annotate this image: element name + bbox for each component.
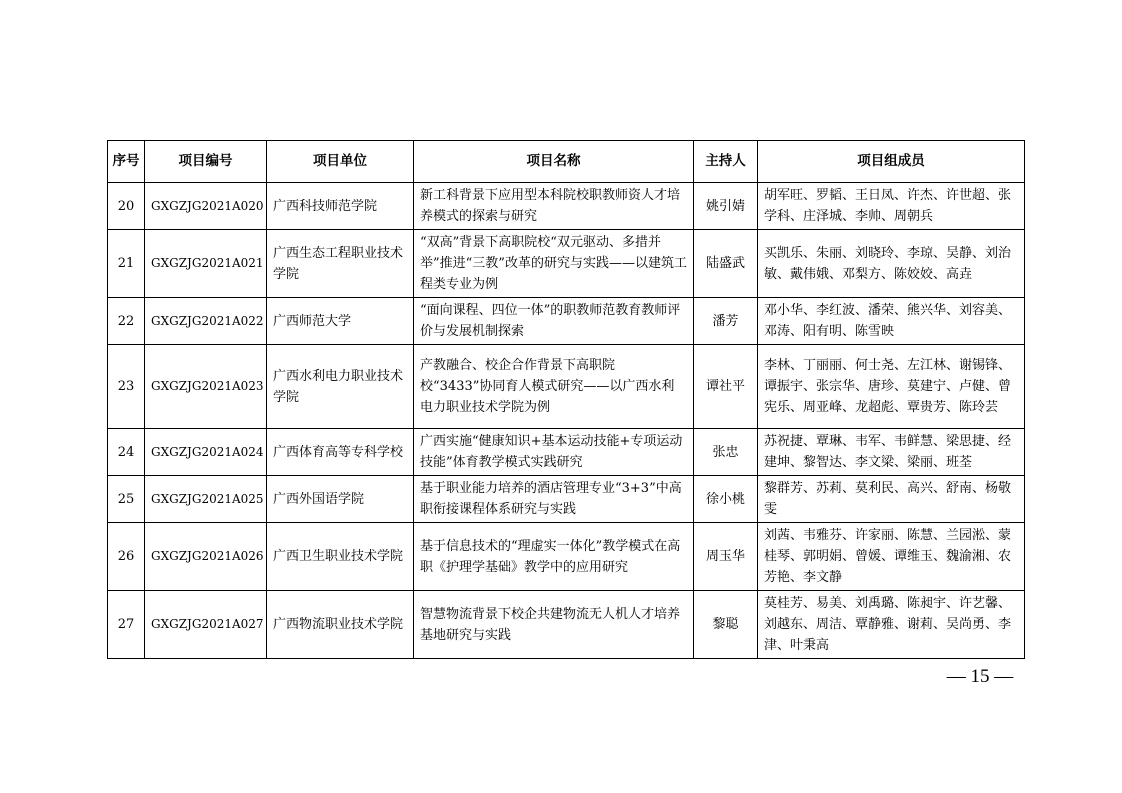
cell-host: 黎聪 [694, 591, 758, 659]
cell-project-name: 基于信息技术的“理虚实一体化”教学模式在高职《护理学基础》教学中的应用研究 [414, 523, 694, 591]
cell-project-name: “面向课程、四位一体”的职教师范教育教师评价与发展机制探索 [414, 298, 694, 345]
header-seq: 序号 [108, 141, 145, 183]
header-members: 项目组成员 [758, 141, 1025, 183]
cell-project-code: GXGZJG2021A022 [145, 298, 267, 345]
cell-seq: 24 [108, 429, 145, 476]
table-row [108, 298, 1025, 345]
cell-project-name: 基于职业能力培养的酒店管理专业“3+3”中高职衔接课程体系研究与实践 [414, 476, 694, 523]
header-unit: 项目单位 [267, 141, 414, 183]
cell-seq: 25 [108, 476, 145, 523]
cell-project-code: GXGZJG2021A026 [145, 523, 267, 591]
cell-members: 苏祝捷、覃琳、韦军、韦鲜慧、梁思捷、经建坤、黎智达、李文梁、梁丽、班荃 [758, 429, 1025, 476]
cell-project-unit: 广西师范大学 [267, 298, 414, 345]
cell-seq: 21 [108, 230, 145, 298]
cell-project-unit: 广西体育高等专科学校 [267, 429, 414, 476]
cell-seq: 23 [108, 345, 145, 429]
header-name: 项目名称 [414, 141, 694, 183]
cell-host: 潘芳 [694, 298, 758, 345]
cell-members: 胡军旺、罗韬、王日凤、许杰、许世超、张学科、庄泽城、李帅、周朝兵 [758, 183, 1025, 230]
cell-seq: 20 [108, 183, 145, 230]
cell-members: 刘茜、韦雅芬、许家丽、陈慧、兰园淞、蒙桂琴、郭明娟、曾媛、谭维玉、魏渝湘、农芳艳、李文静 [758, 523, 1025, 591]
table-row [108, 476, 1025, 523]
cell-project-name: 新工科背景下应用型本科院校职教师资人才培养模式的探索与研究 [414, 183, 694, 230]
cell-project-name: 产教融合、校企合作背景下高职院校“3433”协同育人模式研究——以广西水利电力职业技术学院为例 [414, 345, 694, 429]
header-row [108, 141, 1025, 183]
cell-host: 谭社平 [694, 345, 758, 429]
cell-host: 姚引婧 [694, 183, 758, 230]
cell-project-name: 广西实施“健康知识+基本运动技能+专项运动技能”体育教学模式实践研究 [414, 429, 694, 476]
cell-host: 陆盛武 [694, 230, 758, 298]
table-row [108, 523, 1025, 591]
table-row [108, 429, 1025, 476]
table-body [108, 183, 1025, 659]
cell-host: 周玉华 [694, 523, 758, 591]
cell-project-unit: 广西物流职业技术学院 [267, 591, 414, 659]
cell-project-code: GXGZJG2021A024 [145, 429, 267, 476]
cell-project-code: GXGZJG2021A020 [145, 183, 267, 230]
cell-members: 黎群芳、苏莉、莫利民、高兴、舒南、杨敬雯 [758, 476, 1025, 523]
cell-project-name: “双高”背景下高职院校“双元驱动、多措并举”推进“三教”改革的研究与实践——以建筑工程类专业为例 [414, 230, 694, 298]
cell-project-unit: 广西卫生职业技术学院 [267, 523, 414, 591]
cell-project-unit: 广西外国语学院 [267, 476, 414, 523]
project-table [107, 140, 1025, 659]
cell-project-unit: 广西水利电力职业技术学院 [267, 345, 414, 429]
page-number: — 15 — [946, 666, 1014, 687]
cell-seq: 26 [108, 523, 145, 591]
header-code: 项目编号 [145, 141, 267, 183]
cell-project-unit: 广西生态工程职业技术学院 [267, 230, 414, 298]
cell-members: 李林、丁丽丽、何士尧、左江林、谢锡锋、谭振宇、张宗华、唐珍、莫建宁、卢健、曾宪乐、周亚峰、龙超彪、覃贵芳、陈玲芸 [758, 345, 1025, 429]
cell-seq: 22 [108, 298, 145, 345]
table-row [108, 345, 1025, 429]
cell-seq: 27 [108, 591, 145, 659]
cell-project-name: 智慧物流背景下校企共建物流无人机人才培养基地研究与实践 [414, 591, 694, 659]
cell-project-code: GXGZJG2021A027 [145, 591, 267, 659]
cell-project-code: GXGZJG2021A023 [145, 345, 267, 429]
table-row [108, 183, 1025, 230]
header-host: 主持人 [694, 141, 758, 183]
cell-members: 买凯乐、朱丽、刘晓玲、李琼、吴静、刘治敏、戴伟娥、邓梨方、陈姣姣、高垚 [758, 230, 1025, 298]
cell-members: 莫桂芳、易美、刘禹璐、陈昶宇、许艺馨、刘越东、周洁、覃静雅、谢莉、吴尚勇、李津、叶秉高 [758, 591, 1025, 659]
cell-project-code: GXGZJG2021A021 [145, 230, 267, 298]
table-row [108, 230, 1025, 298]
cell-project-unit: 广西科技师范学院 [267, 183, 414, 230]
cell-host: 张忠 [694, 429, 758, 476]
table-row [108, 591, 1025, 659]
cell-project-code: GXGZJG2021A025 [145, 476, 267, 523]
cell-host: 徐小桃 [694, 476, 758, 523]
cell-members: 邓小华、李红波、潘荣、熊兴华、刘容美、邓涛、阳有明、陈雪映 [758, 298, 1025, 345]
